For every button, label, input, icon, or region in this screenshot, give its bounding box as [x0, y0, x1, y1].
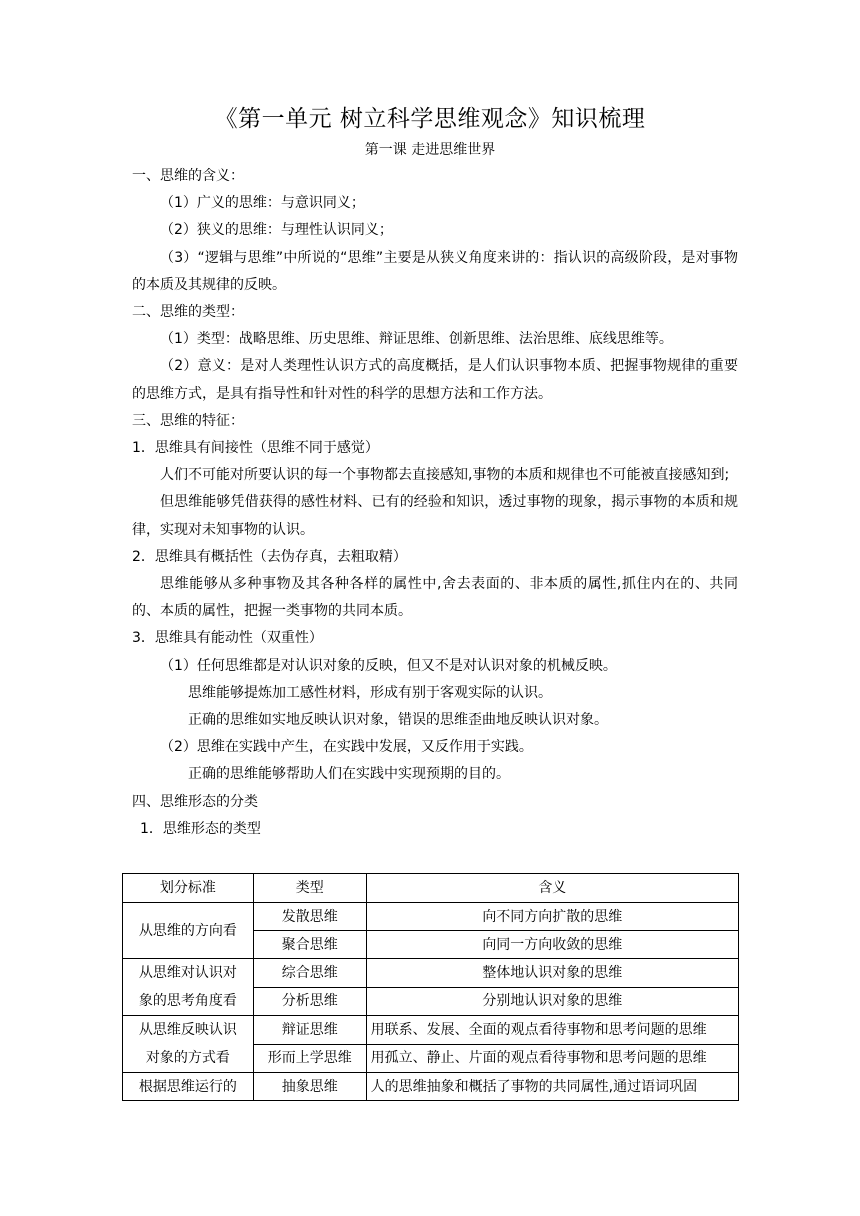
- document-body: [132, 163, 738, 843]
- section-heading: 四、思维形态的分类: [132, 793, 258, 810]
- list-item: （1）广义的思维：与意识同义；: [160, 195, 365, 212]
- classification-standard-cell: [123, 959, 254, 1016]
- classification-standard-cell: 根据思维运行的: [123, 1073, 254, 1101]
- standard-text-line: 从思维对认识对: [138, 965, 237, 981]
- section-heading: 三、思维的特征：: [132, 412, 244, 429]
- type-cell: 抽象思维: [253, 1073, 366, 1101]
- column-header: 划分标准: [123, 874, 254, 903]
- column-header: 类型: [253, 874, 366, 903]
- meaning-cell: 向不同方向扩散的思维: [366, 903, 738, 931]
- table-row: [123, 1016, 739, 1045]
- paragraph: 思维能够提炼加工感性材料，形成有别于客观实际的认识。: [188, 684, 552, 701]
- table-header-row: [123, 874, 739, 903]
- section-heading: 一、思维的含义：: [132, 168, 244, 184]
- meaning-cell: 用联系、发展、全面的观点看待事物和思考问题的思维: [366, 1016, 738, 1045]
- subsection-heading: 1．思维形态的类型: [140, 820, 261, 837]
- type-cell: 辩证思维: [253, 1016, 366, 1045]
- paragraph: 正确的思维如实地反映认识对象，错误的思维歪曲地反映认识对象。: [188, 712, 608, 729]
- column-header: 含义: [366, 874, 738, 903]
- list-item: （1）任何思维都是对认识对象的反映，但又不是对认识对象的机械反映。: [160, 657, 617, 674]
- paragraph: （3）“逻辑与思维”中所说的“思维”主要是从狭义角度来讲的：指认识的高级阶段，是对事物的本质及其规律的反映。: [132, 249, 738, 293]
- classification-standard-cell: [123, 903, 254, 959]
- table-row: [123, 903, 739, 931]
- meaning-cell: 人的思维抽象和概括了事物的共同属性,通过语词巩固: [366, 1073, 738, 1101]
- table-row: [123, 959, 739, 988]
- type-cell: 分析思维: [253, 987, 366, 1016]
- list-item: （2）思维在实践中产生，在实践中发展，又反作用于实践。: [160, 739, 533, 756]
- paragraph: 人们不可能对所要认识的每一个事物都去直接感知,事物的本质和规律也不可能被直接感知到;: [160, 467, 730, 484]
- classification-standard-cell: [123, 1016, 254, 1073]
- standard-text: 从思维的方向看: [138, 922, 237, 939]
- type-cell: 聚合思维: [253, 931, 366, 959]
- subsection-heading: 2．思维具有概括性（去伪存真，去粗取精）: [132, 548, 407, 565]
- meaning-cell: 向同一方向收敛的思维: [366, 931, 738, 959]
- lesson-subtitle: 第一课 走进思维世界: [364, 142, 496, 158]
- standard-text-line: 对象的方式看: [145, 1050, 230, 1066]
- type-cell: 发散思维: [253, 903, 366, 931]
- subsection-heading: 1．思维具有间接性（思维不同于感觉）: [132, 440, 379, 457]
- paragraph: （2）意义：是对人类理性认识方式的高度概括，是人们认识事物本质、把握事物规律的重要的思维方式，是具有指导性和针对性的科学的思想方法和工作方法。: [132, 358, 738, 402]
- meaning-cell: 分别地认识对象的思维: [366, 987, 738, 1016]
- type-cell: 综合思维: [253, 959, 366, 988]
- paragraph: 思维能够从多种事物及其各种各样的属性中,舍去表面的、非本质的属性,抓住内在的、共同的、本质的属性，把握一类事物的共同本质。: [132, 576, 738, 620]
- paragraph: 正确的思维能够帮助人们在实践中实现预期的目的。: [188, 766, 510, 783]
- thinking-forms-table: [122, 873, 739, 1101]
- list-item: （2）狭义的思维：与理性认识同义；: [160, 222, 393, 239]
- subsection-heading: 3．思维具有能动性（双重性）: [132, 630, 323, 647]
- standard-text-line: 象的思考角度看: [138, 993, 237, 1009]
- list-item: （1）类型：战略思维、历史思维、辩证思维、创新思维、法治思维、底线思维等。: [160, 331, 673, 348]
- standard-text-line: 从思维反映认识: [138, 1022, 237, 1038]
- type-cell: 形而上学思维: [253, 1044, 366, 1073]
- section-heading: 二、思维的类型：: [132, 304, 244, 321]
- meaning-cell: 整体地认识对象的思维: [366, 959, 738, 988]
- table-row: [123, 1073, 739, 1101]
- paragraph: 但思维能够凭借获得的感性材料、已有的经验和知识，透过事物的现象，揭示事物的本质和规律，实现对未知事物的认识。: [132, 494, 738, 538]
- document-title: 《第一单元 树立科学思维观念》知识梳理: [214, 106, 646, 132]
- meaning-cell: 用孤立、静止、片面的观点看待事物和思考问题的思维: [366, 1044, 738, 1073]
